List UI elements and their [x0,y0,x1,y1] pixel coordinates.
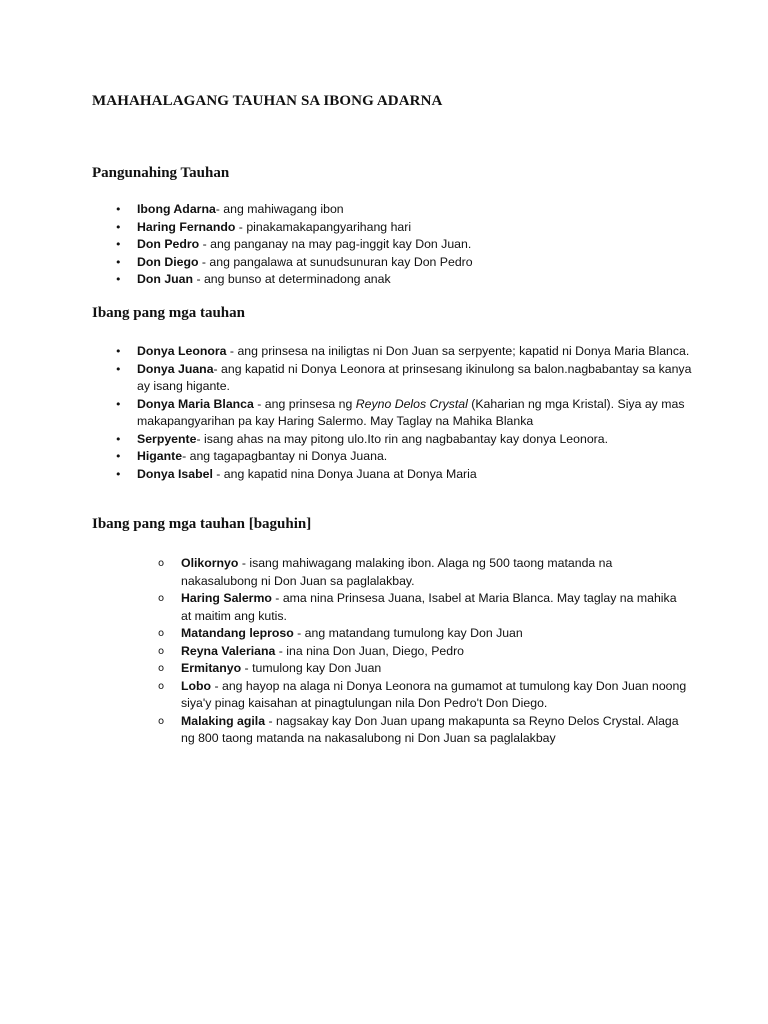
list-item [115,396,695,431]
list-item [158,660,688,678]
character-name: Don Diego [137,254,199,269]
character-description: - pinakamakapangyarihang hari [235,219,412,234]
character-name: Ibong Adarna [137,202,216,216]
character-description: - ang prinsesa na iniligtas ni Don Juan sa serpyente; kapatid ni Donya Maria Blanca. [226,344,690,358]
character-name: Olikornyo [181,556,239,570]
bullet-marker: • [115,238,122,251]
circle-marker: o [158,628,165,639]
additional-characters-list [158,555,688,748]
character-name: Reyna Valeriana [181,643,276,658]
character-name: Don Juan [137,272,194,286]
character-description: - ang pangalawa at sunudsunuran kay Don Pedro [198,254,473,269]
list-item [115,431,695,449]
list-item [158,713,688,748]
section-heading-others: Ibang pang mga tauhan [92,305,245,321]
list-item [158,678,688,713]
circle-marker: o [158,680,165,692]
bullet-marker: • [115,273,122,286]
character-description: - ang mahiwagang ibon [215,202,344,216]
list-item [115,361,695,396]
character-description: - ang kapatid ni Donya Leonora at prinsesang ikinulong sa balon.nagbabantay sa kanya ay isang higante. [137,361,692,393]
list-item [115,219,695,237]
character-name: Donya Juana [137,361,214,376]
character-name: Haring Salermo [181,591,272,605]
bullet-marker: • [115,432,122,446]
character-name: Haring Fernando [137,219,236,234]
character-name: Donya Isabel [137,466,213,481]
list-item [115,343,695,361]
other-characters-list [115,343,695,483]
circle-marker: o [158,558,165,569]
list-item [158,625,688,643]
character-description: - ang tagapagbantay ni Donya Juana. [182,449,388,463]
bullet-marker: • [115,345,122,358]
character-name: Lobo [181,678,212,693]
main-characters-list [115,201,695,289]
list-item [158,643,688,661]
character-name: Don Pedro [137,237,200,251]
character-name: Matandang leproso [181,626,294,640]
bullet-marker: • [115,450,122,463]
character-description: - nagsakay kay Don Juan upang makapunta sa Reyno Delos Crystal. Alaga ng 800 taong matanda na nakasalubong ni Don Juan sa paglalakbay [181,713,679,745]
section-heading-baguhin: Ibang pang mga tauhan [baguhin] [92,516,312,532]
bullet-marker: • [115,397,122,411]
bullet-marker: • [115,362,122,376]
circle-marker: o [158,663,165,674]
list-item [115,254,695,272]
list-item [115,448,695,466]
character-description: - isang mahiwagang malaking ibon. Alaga ng 500 taong matanda na nakasalubong ni Don Juan sa paglalakbay. [181,556,613,588]
bullet-marker: • [115,467,122,481]
character-description: - ang bunso at determinadong anak [193,272,391,286]
character-description: - tumulong kay Don Juan [241,661,382,675]
kingdom-name: Reyno Delos Crystal [355,396,468,411]
character-description: - ang kapatid nina Donya Juana at Donya Maria [212,466,477,481]
character-description: - ina nina Don Juan, Diego, Pedro [275,643,465,658]
character-description: - ang panganay na may pag-inggit kay Don Juan. [199,237,472,251]
list-item [158,590,688,625]
character-name: Donya Leonora [137,344,227,358]
circle-marker: o [158,645,165,657]
circle-marker: o [158,593,165,604]
document-title: MAHAHALAGANG TAUHAN SA IBONG ADARNA [92,93,443,109]
section-heading-main: Pangunahing Tauhan [92,165,230,181]
list-item [158,555,688,590]
circle-marker: o [158,715,165,727]
bullet-marker: • [115,255,122,269]
list-item [115,466,695,484]
character-description: - ang hayop na alaga ni Donya Leonora na gumamot at tumulong kay Don Juan noong siya'y pinag kaisahan at pinagtulungan nila Don Pedro't Don Diego. [181,678,687,710]
character-name: Malaking agila [181,713,266,728]
character-description: - ama nina Prinsesa Juana, Isabel at Maria Blanca. May taglay na mahika at maitim ang kutis. [181,591,677,623]
character-description: - ang prinsesa ng [253,396,356,411]
character-name: Ermitanyo [181,661,242,675]
bullet-marker: • [115,203,122,216]
character-name: Serpyente [137,431,197,446]
bullet-marker: • [115,220,122,234]
character-description-continued: (Kaharian ng mga Kristal). Siya ay mas makapangyarihan pa kay Haring Salermo. May Taglay na Mahika Blanka [137,396,685,428]
character-name: Donya Maria Blanca [137,396,254,411]
character-description: - ang matandang tumulong kay Don Juan [293,626,523,640]
character-name: Higante [137,449,183,463]
list-item [115,236,695,254]
list-item [115,201,695,219]
list-item [115,271,695,289]
character-description: - isang ahas na may pitong ulo.Ito rin ang nagbabantay kay donya Leonora. [196,431,609,446]
